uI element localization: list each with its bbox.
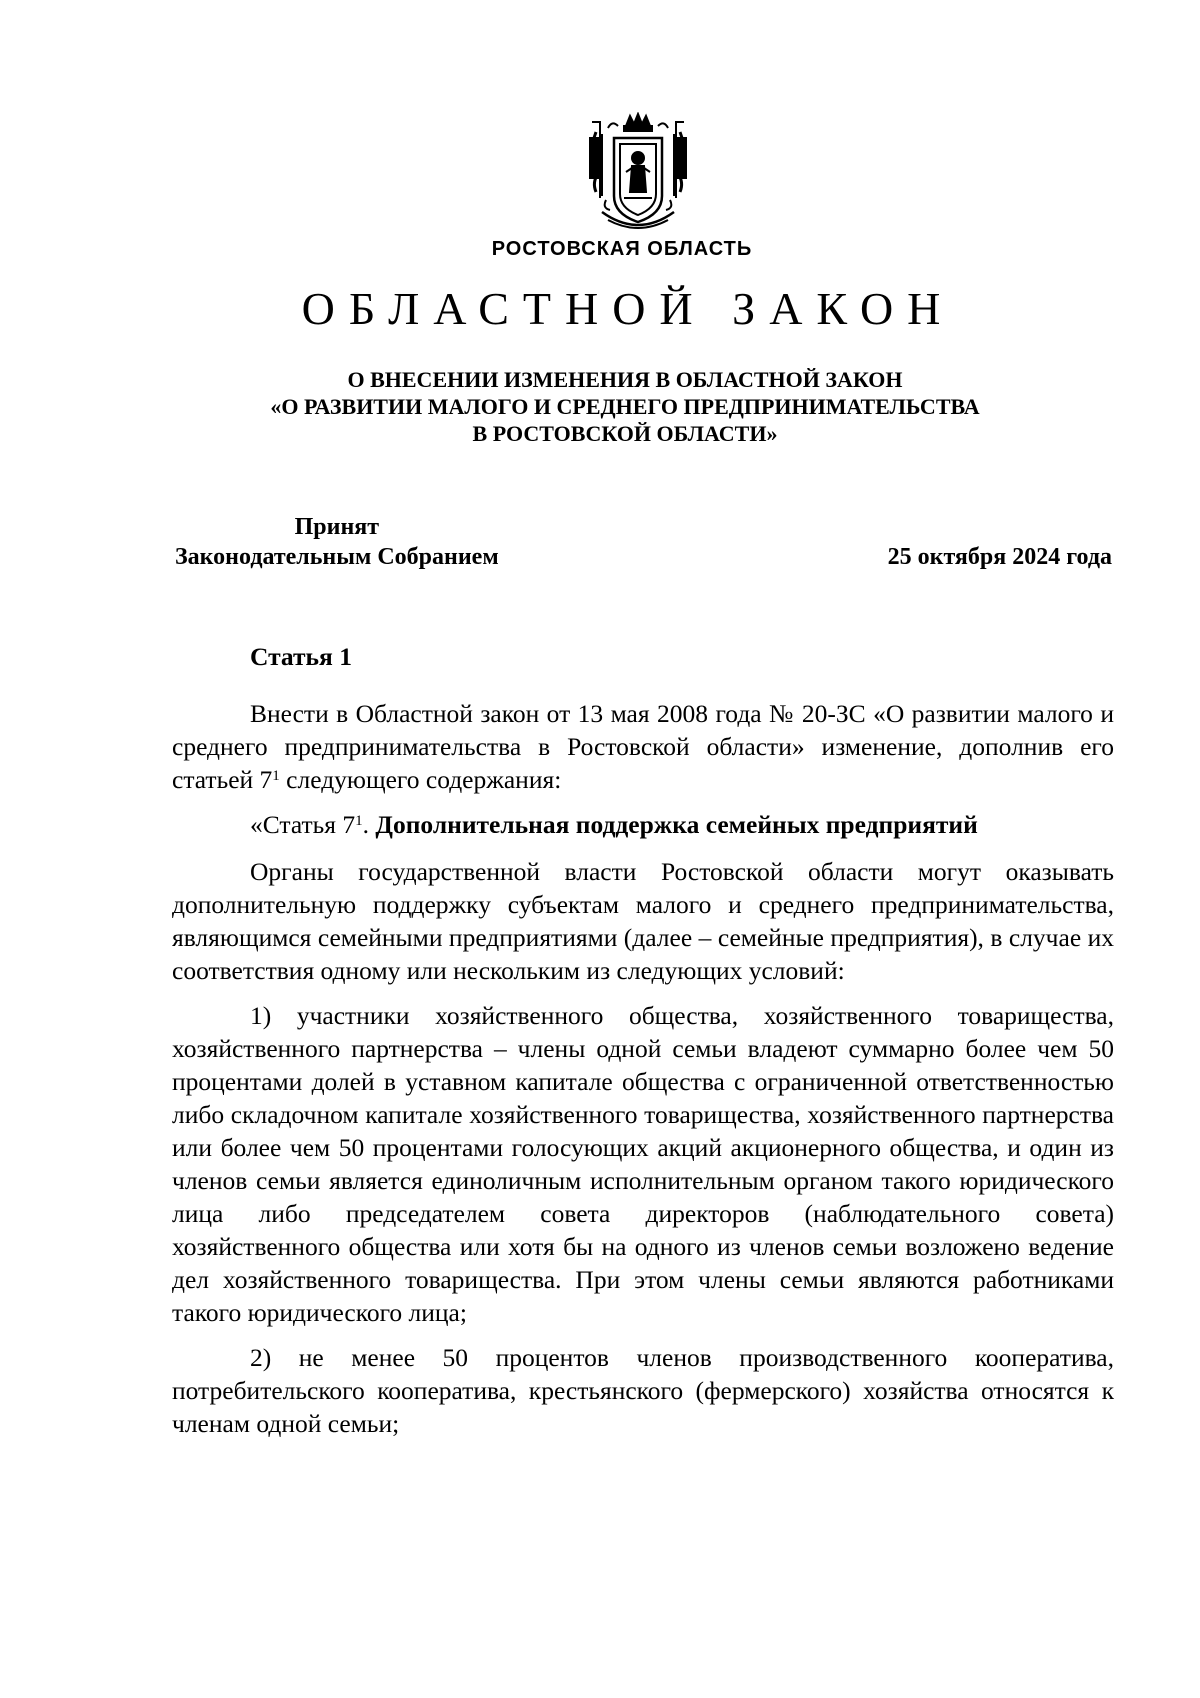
adoption-body [175,512,499,572]
article-intro-paragraph [172,697,1114,796]
law-title-line-1: О ВНЕСЕНИИ ИЗМЕНЕНИЯ В ОБЛАСТНОЙ ЗАКОН [347,367,903,392]
new-article-heading [172,808,1114,841]
law-title [0,366,1200,447]
adoption-line-1: Принят [294,514,380,540]
paragraph-1: Органы государственной власти Ростовской области могут оказывать дополнительную поддержку субъектам малого и среднего предпринимательства, являющимся семейными предприятиями (далее – семейные предприятия), в случае их соответствия одному или нескольким из следующих условий: [172,857,1114,985]
document-type: ОБЛАСТНОЙ ЗАКОН [301,283,955,334]
intro-text: Внести в Областной закон от 13 мая 2008 года № 20-ЗС «О развитии малого и среднего предпринимательства в Ростовской области» изменение, дополнив его статьей 7 [172,699,1114,794]
law-title-line-2: «О РАЗВИТИИ МАЛОГО И СРЕДНЕГО ПРЕДПРИНИМАТЕЛЬСТВА [270,394,980,419]
article-heading: Статья 1 [250,642,352,671]
paragraph-2: 1) участники хозяйственного общества, хозяйственного товарищества, хозяйственного партнерства – члены одной семьи владеют суммарно более чем 50 процентами долей в уставном капитале общества с ограниченной ответственностью либо складочном капитале хозяйственного товарищества, хозяйственного партнерства или более чем 50 процентами голосующих акций акционерного общества, и один из членов семьи является единоличным исполнительным органом такого юридического лица либо председателем совета директоров (наблюдательного совета) хозяйственного общества или хотя бы на одного из членов семьи возложено ведение дел хозяйственного товарищества. При этом члены семьи являются работниками такого юридического лица; [172,1001,1114,1327]
rostov-oblast-coat-of-arms-icon [582,112,694,238]
new-article-superscript: 1 [355,813,363,829]
adoption-date: 25 октября 2024 года [887,544,1112,570]
adoption-line-2: Законодательным Собранием [175,544,499,570]
document-body [172,640,1114,1452]
paragraph-3: 2) не менее 50 процентов членов производственного кооператива, потребительского кооператива, крестьянского (фермерского) хозяйства относятся к членам одной семьи; [172,1343,1114,1438]
new-article-title: Дополнительная поддержка семейных предприятий [375,810,978,839]
new-article-dot: . [362,810,376,839]
law-title-line-3: В РОСТОВСКОЙ ОБЛАСТИ» [472,421,778,446]
intro-superscript: 1 [272,768,280,784]
new-article-prefix: «Статья 7 [250,810,356,839]
region-name: РОСТОВСКАЯ ОБЛАСТЬ [491,238,753,260]
intro-text-end: следующего содержания: [279,765,562,794]
